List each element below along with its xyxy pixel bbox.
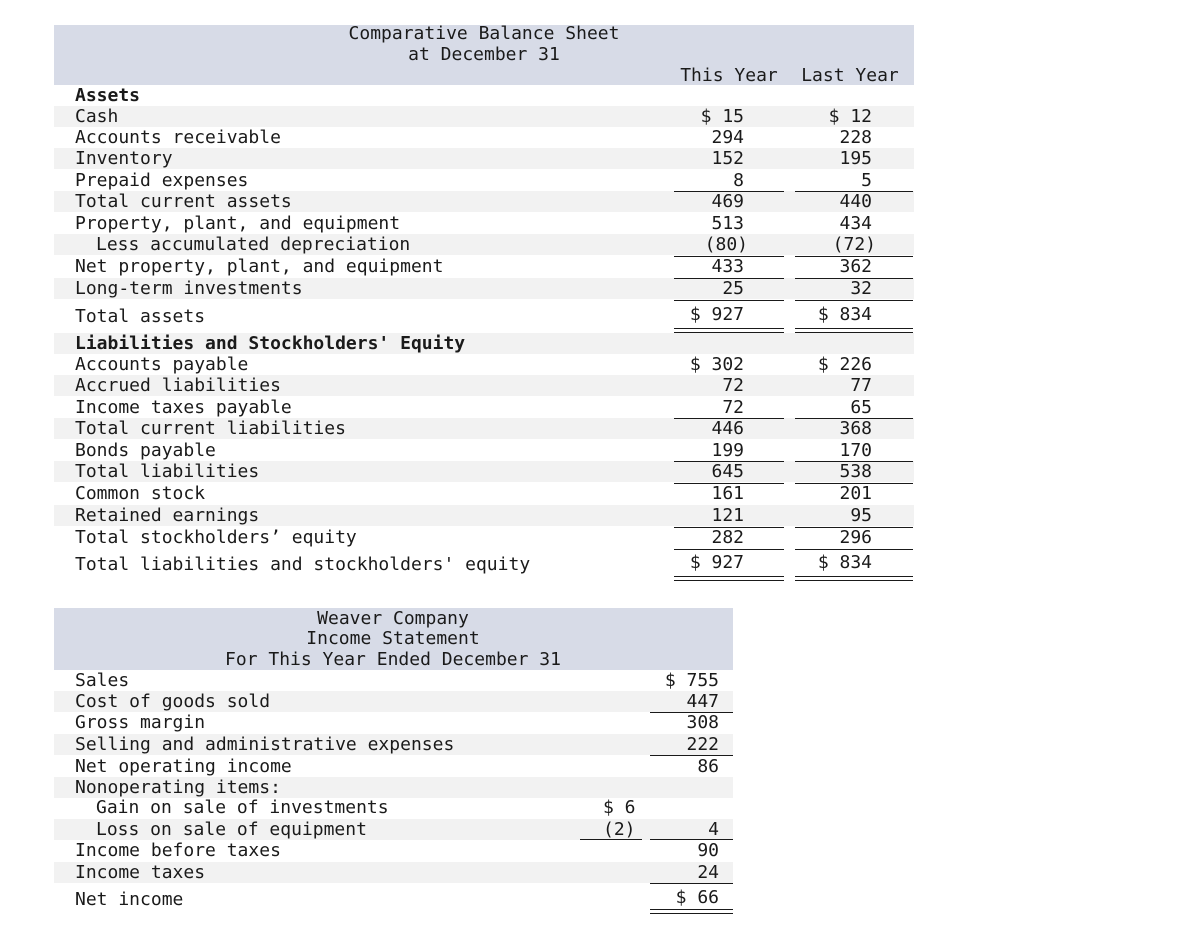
- underline: [795, 483, 913, 484]
- this-year-bonds-payable: 199: [711, 440, 744, 461]
- this-year-net-ppe: 433: [711, 256, 744, 277]
- row-label-cash: Cash: [75, 106, 119, 127]
- underline: [795, 256, 913, 257]
- is-label-income-before-taxes: Income before taxes: [75, 840, 281, 861]
- is-value-nonoperating-total: 4: [708, 819, 719, 840]
- underline: [674, 527, 784, 528]
- is-label-gross-margin: Gross margin: [75, 712, 206, 733]
- row-label-bonds-payable: Bonds payable: [75, 440, 216, 461]
- is-value-gross-margin: 308: [686, 712, 719, 733]
- double-underline: [674, 576, 784, 581]
- column-header-this-year: This Year: [680, 65, 778, 86]
- this-year-total-stockholders-equity: 282: [711, 527, 744, 548]
- row-label-common-stock: Common stock: [75, 483, 206, 504]
- row-stripe: [54, 106, 914, 127]
- column-header-last-year: Last Year: [801, 65, 899, 86]
- row-stripe: [54, 148, 914, 169]
- is-col1-gain-on-sale: $ 6: [603, 797, 636, 818]
- is-value-selling-admin: 222: [686, 734, 719, 755]
- is-value-net-operating-income: 86: [697, 756, 719, 777]
- last-year-total-assets: $ 834: [817, 304, 872, 325]
- underline: [650, 839, 733, 840]
- this-year-retained-earnings: 121: [711, 505, 744, 526]
- is-label-loss-on-sale: Loss on sale of equipment: [96, 819, 367, 840]
- last-year-inventory: 195: [839, 148, 872, 169]
- underline: [795, 549, 913, 550]
- row-label-accounts-receivable: Accounts receivable: [75, 127, 281, 148]
- liabilities-equity-heading: Liabilities and Stockholders' Equity: [75, 333, 466, 354]
- last-year-ppe: 434: [839, 213, 872, 234]
- assets-heading: Assets: [75, 85, 141, 106]
- is-label-sales: Sales: [75, 670, 130, 691]
- is-label-nonoperating-items: Nonoperating items:: [75, 777, 281, 798]
- is-label-cogs: Cost of goods sold: [75, 691, 271, 712]
- this-year-total-liabilities: 645: [711, 461, 744, 482]
- row-label-total-stockholders-equity: Total stockholders’ equity: [75, 527, 357, 548]
- last-year-total-stockholders-equity: 296: [839, 527, 872, 548]
- underline: [795, 527, 913, 528]
- this-year-accrued-liabilities: 72: [722, 375, 744, 396]
- row-label-accounts-payable: Accounts payable: [75, 354, 249, 375]
- is-label-selling-admin: Selling and administrative expenses: [75, 734, 455, 755]
- row-label-retained-earnings: Retained earnings: [75, 505, 260, 526]
- double-underline: [795, 328, 913, 333]
- balance-sheet-subtitle: at December 31: [408, 44, 560, 65]
- last-year-income-taxes-payable: 65: [850, 397, 872, 418]
- row-label-total-current-assets: Total current assets: [75, 191, 292, 212]
- row-label-total-liabilities-and-equity: Total liabilities and stockholders' equity: [75, 554, 531, 575]
- is-label-income-taxes: Income taxes: [75, 862, 206, 883]
- is-value-income-before-taxes: 90: [697, 840, 719, 861]
- last-year-net-ppe: 362: [839, 256, 872, 277]
- underline: [674, 549, 784, 550]
- underline: [580, 839, 642, 840]
- last-year-total-current-liabilities: 368: [839, 418, 872, 439]
- row-label-income-taxes-payable: Income taxes payable: [75, 397, 292, 418]
- this-year-total-liabilities-and-equity: $ 927: [689, 552, 744, 573]
- underline: [674, 300, 784, 301]
- last-year-bonds-payable: 170: [839, 440, 872, 461]
- this-year-total-assets: $ 927: [689, 304, 744, 325]
- last-year-retained-earnings: 95: [850, 505, 872, 526]
- is-value-cogs: 447: [686, 691, 719, 712]
- is-label-gain-on-sale: Gain on sale of investments: [96, 797, 389, 818]
- row-label-accumulated-depreciation: Less accumulated depreciation: [96, 234, 411, 255]
- underline: [795, 300, 913, 301]
- this-year-accounts-receivable: 294: [711, 127, 744, 148]
- underline: [650, 712, 733, 713]
- this-year-ppe: 513: [711, 213, 744, 234]
- row-label-total-current-liabilities: Total current liabilities: [75, 418, 346, 439]
- underline: [674, 256, 784, 257]
- last-year-accounts-receivable: 228: [839, 127, 872, 148]
- this-year-cash: $ 15: [700, 106, 744, 127]
- last-year-total-liabilities: 538: [839, 461, 872, 482]
- income-statement-period: For This Year Ended December 31: [225, 649, 561, 670]
- row-label-net-ppe: Net property, plant, and equipment: [75, 256, 444, 277]
- row-label-total-liabilities: Total liabilities: [75, 461, 260, 482]
- last-year-accrued-liabilities: 77: [850, 375, 872, 396]
- underline: [674, 418, 784, 419]
- last-year-common-stock: 201: [839, 483, 872, 504]
- underline: [795, 278, 913, 279]
- this-year-prepaid-expenses: 8: [733, 170, 744, 191]
- is-value-sales: $ 755: [664, 670, 719, 691]
- underline: [674, 461, 784, 462]
- row-label-long-term-investments: Long-term investments: [75, 278, 303, 299]
- row-label-accrued-liabilities: Accrued liabilities: [75, 375, 281, 396]
- underline: [795, 418, 913, 419]
- row-label-inventory: Inventory: [75, 148, 173, 169]
- underline: [674, 278, 784, 279]
- double-underline: [650, 909, 733, 914]
- last-year-prepaid-expenses: 5: [861, 170, 872, 191]
- last-year-accumulated-depreciation: (72): [832, 234, 876, 255]
- row-label-prepaid-expenses: Prepaid expenses: [75, 170, 249, 191]
- underline: [650, 755, 733, 756]
- underline: [795, 461, 913, 462]
- double-underline: [795, 576, 913, 581]
- this-year-accumulated-depreciation: (80): [704, 234, 748, 255]
- last-year-accounts-payable: $ 226: [817, 354, 872, 375]
- this-year-long-term-investments: 25: [722, 278, 744, 299]
- is-label-net-operating-income: Net operating income: [75, 756, 292, 777]
- last-year-long-term-investments: 32: [850, 278, 872, 299]
- row-label-ppe: Property, plant, and equipment: [75, 213, 401, 234]
- this-year-inventory: 152: [711, 148, 744, 169]
- this-year-total-current-assets: 469: [711, 191, 744, 212]
- this-year-accounts-payable: $ 302: [689, 354, 744, 375]
- is-label-net-income: Net income: [75, 889, 184, 910]
- last-year-total-liabilities-and-equity: $ 834: [817, 552, 872, 573]
- income-statement-title: Income Statement: [306, 628, 480, 649]
- this-year-common-stock: 161: [711, 483, 744, 504]
- underline: [795, 191, 913, 192]
- this-year-income-taxes-payable: 72: [722, 397, 744, 418]
- this-year-total-current-liabilities: 446: [711, 418, 744, 439]
- double-underline: [674, 328, 784, 333]
- underline: [674, 483, 784, 484]
- is-value-net-income: $ 66: [675, 887, 719, 908]
- balance-sheet-title: Comparative Balance Sheet: [348, 23, 620, 44]
- row-label-total-assets: Total assets: [75, 306, 206, 327]
- company-name: Weaver Company: [317, 608, 469, 629]
- underline: [674, 191, 784, 192]
- last-year-total-current-assets: 440: [839, 191, 872, 212]
- is-value-income-taxes: 24: [697, 862, 719, 883]
- last-year-cash: $ 12: [828, 106, 872, 127]
- is-col1-loss-on-sale: (2): [603, 819, 636, 840]
- underline: [650, 883, 733, 884]
